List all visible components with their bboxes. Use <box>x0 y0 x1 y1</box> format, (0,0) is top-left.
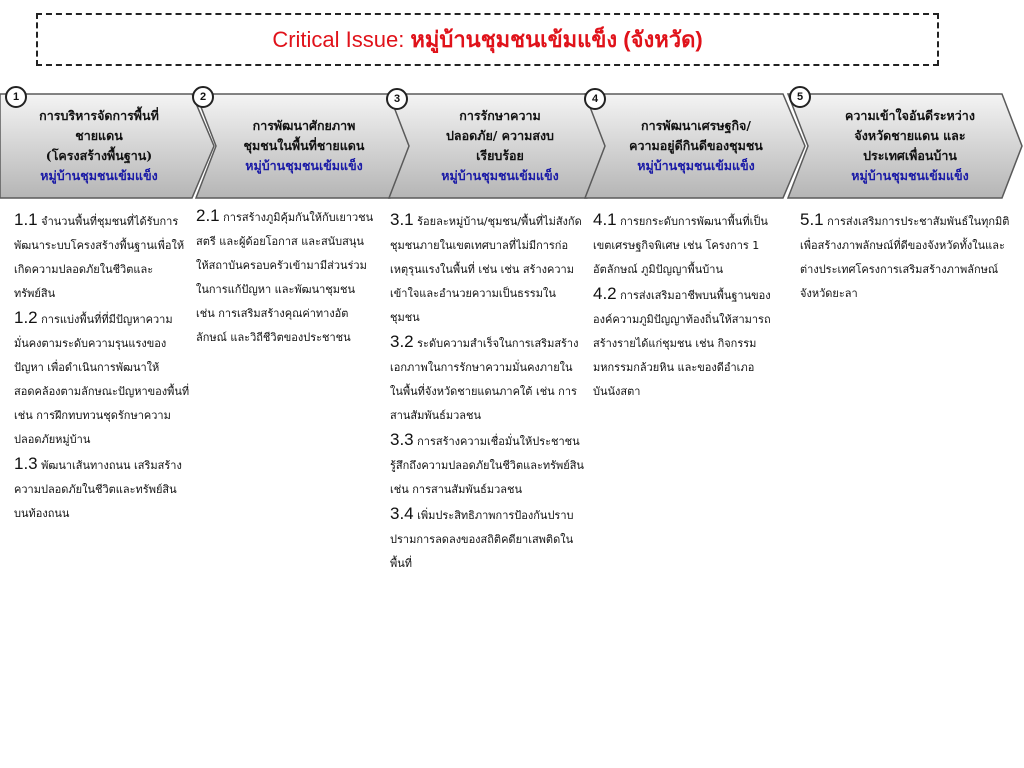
item-number: 3.3 <box>390 430 414 449</box>
stage-2-chevron <box>196 92 414 200</box>
stage-1-details <box>14 208 190 526</box>
stage-3-details <box>390 208 584 576</box>
item-number: 1.2 <box>14 308 38 327</box>
title-main: หมู่บ้านชุมชนเข้มแข็ง (จังหวัด) <box>410 27 703 52</box>
item-text: จำนวนพื้นที่ชุมชนที่ได้รับการพัฒนาระบบโครงสร้างพื้นฐานเพื่อให้เกิดความปลอดภัยในชีวิตและทรัพย์สิน <box>14 215 185 300</box>
detail-item <box>196 204 376 350</box>
stage-title-line: ชุมชนในพื้นที่ชายแดน <box>243 138 365 153</box>
item-number: 2.1 <box>196 206 220 225</box>
item-number: 4.1 <box>593 210 617 229</box>
item-text: การส่งเสริมการประชาสัมพันธ์ในทุกมิติเพื่อสร้างภาพลักษณ์ที่ดีของจังหวัดทั้งในและต่างประเทศโครงการเสริมสร้างภาพลักษณ์จังหวัดยะลา <box>800 215 1010 300</box>
stage-title-line: (โครงสร้างพื้นฐาน) <box>45 148 153 163</box>
stage-title-line: การพัฒนาศักยภาพ <box>252 118 356 133</box>
stage-number-badge: 5 <box>789 86 811 108</box>
stage-subtitle: หมู่บ้านชุมชนเข้มแข็ง <box>245 158 363 173</box>
title-banner <box>36 13 939 66</box>
item-text: เพิ่มประสิทธิภาพการป้องกันปราบปรามการลดลงของสถิติคดียาเสพติดในพื้นที่ <box>390 509 574 570</box>
stage-title-line: ความอยู่ดีกินดีของชุมชน <box>629 138 763 153</box>
detail-item <box>800 208 1010 306</box>
stage-subtitle: หมู่บ้านชุมชนเข้มแข็ง <box>40 168 158 183</box>
stage-subtitle: หมู่บ้านชุมชนเข้มแข็ง <box>851 168 969 183</box>
stage-title-line: ประเทศเพื่อนบ้าน <box>863 148 957 163</box>
item-text: พัฒนาเส้นทางถนน เสริมสร้างความปลอดภัยในชีวิตและทรัพย์สินบนท้องถนน <box>14 459 182 520</box>
stage-4-details <box>593 208 773 404</box>
item-number: 1.1 <box>14 210 38 229</box>
detail-item <box>593 208 773 282</box>
stage-4-chevron <box>585 92 807 200</box>
detail-item <box>14 208 190 306</box>
stage-title-line: เรียบร้อย <box>476 148 524 163</box>
detail-item <box>14 306 190 452</box>
item-text: ระดับความสำเร็จในการเสริมสร้างเอกภาพในการรักษาความมั่นคงภายในในพื้นที่จังหวัดชายแดนภาคใต้ เช่น การสานสัมพันธ์มวลชน <box>390 337 579 422</box>
item-number: 5.1 <box>800 210 824 229</box>
stage-label <box>14 92 184 200</box>
stage-title-line: การรักษาความ <box>459 108 541 123</box>
stage-label <box>220 92 388 200</box>
stage-number-badge: 4 <box>584 88 606 110</box>
detail-item <box>390 330 584 428</box>
stage-5-chevron <box>788 92 1024 200</box>
stage-number-badge: 1 <box>5 86 27 108</box>
item-text: การยกระดับการพัฒนาพื้นที่เป็นเขตเศรษฐกิจพิเศษ เช่น โครงการ 1 อัตลักษณ์ ภูมิปัญญาพื้นบ้าน <box>593 215 768 276</box>
item-text: การสร้างภูมิคุ้มกันให้กับเยาวชน สตรี และผู้ด้อยโอกาส และสนับสนุนให้สถาบันครอบครัวเข้ามามีส่วนร่วมในการแก้ปัญหา และพัฒนาชุมชน เช่น การเสริมสร้างคุณค่าทางอัตลักษณ์ และวิถีชีวิตของประชาชน <box>196 211 374 344</box>
stage-label <box>812 92 1008 200</box>
item-text: การแบ่งพื้นที่ที่มีปัญหาความมั่นคงตามระดับความรุนแรงของปัญหา เพื่อดำเนินการพัฒนาให้สอดคล้องตามลักษณะปัญหาของพื้นที่ เช่น การฝึกทบทวนชุดรักษาความปลอดภัยหมู่บ้าน <box>14 313 190 446</box>
detail-item <box>14 452 190 526</box>
stage-5-details <box>800 208 1010 306</box>
stage-label <box>415 92 585 200</box>
detail-item <box>390 428 584 502</box>
item-number: 4.2 <box>593 284 617 303</box>
stage-number-badge: 3 <box>386 88 408 110</box>
title-prefix: Critical Issue: <box>272 26 405 52</box>
item-text: การสร้างความเชื่อมั่นให้ประชาชนรู้สึกถึงความปลอดภัยในชีวิตและทรัพย์สิน เช่น การสานสัมพันธ์มวลชน <box>390 435 584 496</box>
item-number: 3.4 <box>390 504 414 523</box>
stage-title-line: ความเข้าใจอันดีระหว่าง <box>845 108 975 123</box>
stage-title-line: ชายแดน <box>75 128 123 143</box>
item-number: 3.1 <box>390 210 414 229</box>
item-text: ร้อยละหมู่บ้าน/ชุมชน/พื้นที่ไม่สังกัดชุมชนภายในเขตเทศบาลที่ไม่มีการก่อเหตุรุนแรงในพื้นที่ เช่น เช่น สร้างความเข้าใจและอำนวยความเป็นธรรมในชุมชน <box>390 215 582 324</box>
stage-3-chevron <box>389 92 611 200</box>
detail-item <box>390 208 584 330</box>
detail-item <box>390 502 584 576</box>
stage-2-details <box>196 204 376 350</box>
stage-title-line: จังหวัดชายแดน และ <box>854 128 966 143</box>
stage-subtitle: หมู่บ้านชุมชนเข้มแข็ง <box>637 158 755 173</box>
stage-title-line: ปลอดภัย/ ความสงบ <box>445 128 554 143</box>
stage-1-chevron <box>0 92 215 200</box>
item-number: 1.3 <box>14 454 38 473</box>
detail-item <box>593 282 773 404</box>
item-number: 3.2 <box>390 332 414 351</box>
stage-title-line: การพัฒนาเศรษฐกิจ/ <box>641 118 751 133</box>
item-text: การส่งเสริมอาชีพบนพื้นฐานขององค์ความภูมิปัญญาท้องถิ่นให้สามารถสร้างรายได้แก่ชุมชน เช่น กิจกรรมมหกรรมกล้วยหิน และของดีอำเภอบันนังสตา <box>593 289 771 398</box>
stage-label <box>609 92 783 200</box>
stage-subtitle: หมู่บ้านชุมชนเข้มแข็ง <box>441 168 559 183</box>
stage-title-line: การบริหารจัดการพื้นที่ <box>39 108 159 123</box>
stage-number-badge: 2 <box>192 86 214 108</box>
